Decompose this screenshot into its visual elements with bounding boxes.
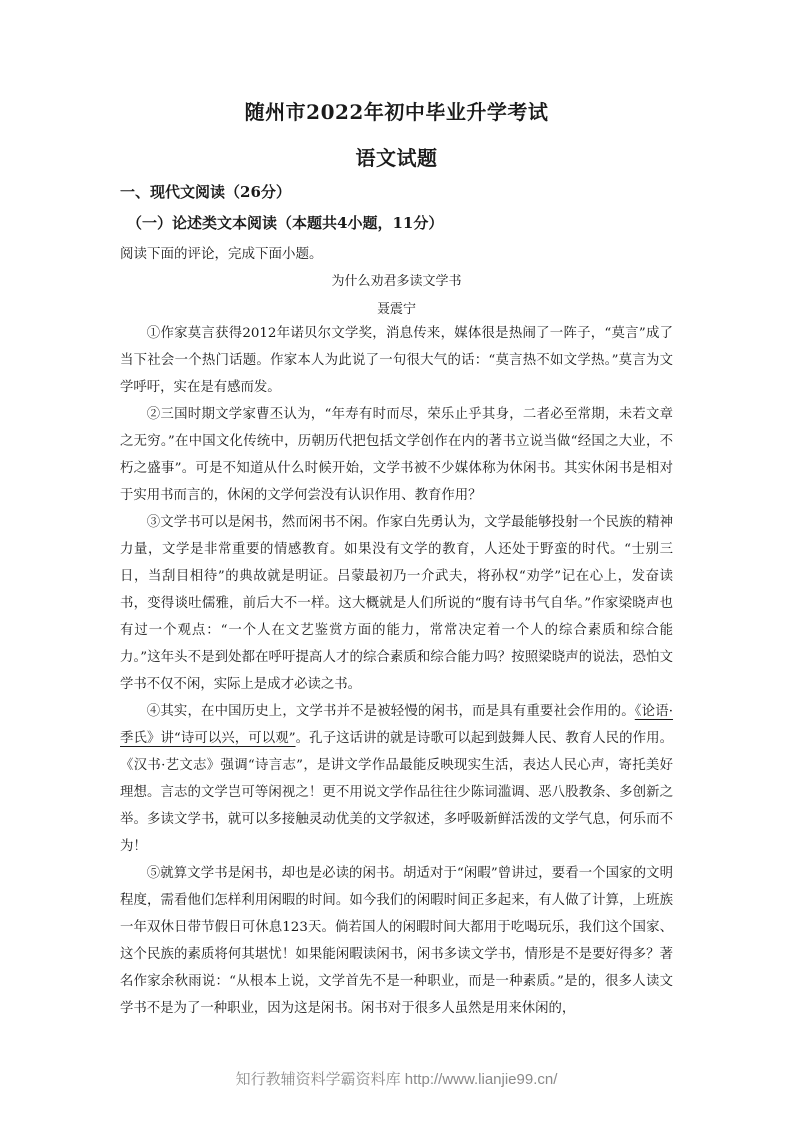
instruction-text: 阅读下面的评论，完成下面小题。 — [120, 246, 323, 262]
paragraph-5: ⑤就算文学书是闲书，却也是必读的闲书。胡适对于“闲暇”曾讲过，要看一个国家的文明程度，需看他们怎样利用闲暇的时间。如今我们的闲暇时间正多起来，有人做了计算，上班族一年双休日带节假日可休息123天。倘若国人的闲暇时间大都用于吃喝玩乐，我们这个国家、这个民族的素质将何其堪忧！如果能闲暇读闲书，闲书多读文学书，情形是不是要好得多？著名作家余秋雨说：“从根本上说，文学首先不是一种职业，而是一种素质。”是的，很多人读文学书不是为了一种职业，因为这是闲书。闲书对于很多人虽然是用来休闲的， — [120, 866, 673, 1016]
footer-watermark: 知行教辅资料学霸资料库 http://www.lianjie99.cn/ — [235, 1071, 558, 1088]
exam-title: 随州市2022年初中毕业升学考试 — [244, 100, 549, 124]
paragraph-4 — [120, 698, 673, 860]
paragraph-4-text-before: ④其实，在中国历史上，文学书并不是被轻慢的闲书，而是具有重要社会作用的。 — [146, 704, 635, 719]
exam-subtitle: 语文试题 — [355, 146, 438, 170]
paragraph-3: ③文学书可以是闲书，然而闲书不闲。作家白先勇认为，文学最能够投射一个民族的精神力量，文学是非常重要的情感教育。如果没有文学的教育，人还处于野蛮的时代。“士别三日，当刮目相待”的典故就是明证。吕蒙最初乃一介武夫，将孙权“劝学”记在心上，发奋读书，变得谈吐儒雅，前后大不一样。这大概就是人们所说的“腹有诗书气自华。”作家梁晓声也有过一个观点：“一个人在文艺鉴赏方面的能力，常常决定着一个人的综合素质和综合能力。”这年头不是到处都在呼吁提高人才的综合素质和综合能力吗？按照梁晓声的说法，恐怕文学书不仅不闲，实际上是成才必读之书。 — [120, 515, 673, 692]
article-body — [120, 320, 673, 1022]
underlined-quote: 《论语·季氏》讲“诗可以兴，可以观” — [120, 704, 674, 746]
paragraph-2: ②三国时期文学家曹丕认为，“年寿有时而尽，荣乐止乎其身，二者必至常期，未若文章之无穷。”在中国文化传统中，历朝历代把包括文学创作在内的著书立说当做“经国之大业，不朽之盛事”。可是不知道从什么时候开始，文学书被不少媒体称为休闲书。其实休闲书是相对于实用书而言的，休闲的文学何尝没有认识作用、教育作用？ — [120, 407, 673, 503]
paragraph-4-text-after: 。孔子这话讲的就是诗歌可以起到鼓舞人民、教育人民的作用。《汉书·艺文志》强调“诗言志”，是讲文学作品最能反映现实生活，表达人民心声，寄托美好理想。言志的文学岂可等闲视之！更不用说文学作品往往少陈词滥调、恶八股教条、多创新之举。多读文学书，就可以多接触灵动优美的文学叙述，多呼吸新鲜活泼的文学气息，何乐而不为！ — [120, 731, 673, 854]
section-subheading: （一）论述类文本阅读（本题共4小题，11分） — [127, 214, 444, 232]
article-title: 为什么劝君多读文学书 — [331, 274, 462, 289]
section-heading: 一、现代文阅读（26分） — [120, 183, 291, 201]
article-author: 聂震宁 — [376, 302, 416, 317]
paragraph-1: ①作家莫言获得2012年诺贝尔文学奖，消息传来，媒体很是热闹了一阵子，“莫言”成了当下社会一个热门话题。作家本人为此说了一句很大气的话：“莫言热不如文学热。”莫言为文学呼吁，实在是有感而发。 — [120, 326, 673, 395]
